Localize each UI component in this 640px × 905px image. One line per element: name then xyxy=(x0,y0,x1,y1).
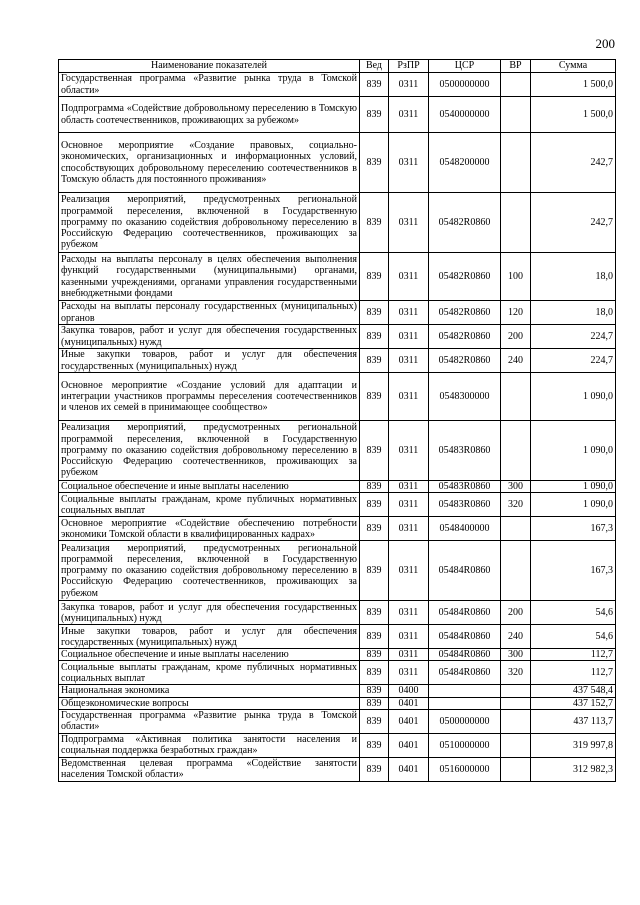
row-rzpr: 0311 xyxy=(389,517,429,541)
row-vr xyxy=(501,757,531,781)
row-vr: 200 xyxy=(501,325,531,349)
row-vr: 240 xyxy=(501,349,531,373)
table-row xyxy=(59,373,616,421)
row-vr xyxy=(501,709,531,733)
row-sum: 18,0 xyxy=(531,253,616,301)
row-sum: 437 548,4 xyxy=(531,685,616,697)
row-rzpr: 0311 xyxy=(389,349,429,373)
row-name: Национальная экономика xyxy=(59,685,360,697)
row-name: Социальное обеспечение и иные выплаты населению xyxy=(59,649,360,661)
header-rzpr: РзПР xyxy=(389,60,429,73)
row-vr xyxy=(501,733,531,757)
row-sum: 312 982,3 xyxy=(531,757,616,781)
row-vr: 300 xyxy=(501,649,531,661)
table-row xyxy=(59,649,616,661)
row-rzpr: 0311 xyxy=(389,625,429,649)
header-sum: Сумма xyxy=(531,60,616,73)
row-ved: 839 xyxy=(360,601,389,625)
row-sum: 112,7 xyxy=(531,649,616,661)
row-vr: 320 xyxy=(501,493,531,517)
table-header-row xyxy=(59,60,616,73)
row-csr: 0500000000 xyxy=(429,709,501,733)
table-row xyxy=(59,97,616,133)
row-name: Социальные выплаты гражданам, кроме публичных нормативных социальных выплат xyxy=(59,493,360,517)
row-csr: 05483R0860 xyxy=(429,493,501,517)
row-rzpr: 0311 xyxy=(389,421,429,481)
table-row xyxy=(59,325,616,349)
table-row xyxy=(59,661,616,685)
table-row xyxy=(59,253,616,301)
row-vr: 320 xyxy=(501,661,531,685)
row-vr xyxy=(501,421,531,481)
row-csr: 0548400000 xyxy=(429,517,501,541)
header-ved: Вед xyxy=(360,60,389,73)
table-row xyxy=(59,685,616,697)
row-sum: 437 113,7 xyxy=(531,709,616,733)
row-csr: 05482R0860 xyxy=(429,253,501,301)
row-vr xyxy=(501,685,531,697)
row-sum: 1 500,0 xyxy=(531,97,616,133)
row-sum: 1 500,0 xyxy=(531,73,616,97)
row-csr: 0540000000 xyxy=(429,97,501,133)
row-name: Основное мероприятие «Создание правовых, социально-экономических, организационных и информационных условий, способствующих добровольному переселению соотечественников в Томскую область для постоянного проживания» xyxy=(59,133,360,193)
row-csr: 0548300000 xyxy=(429,373,501,421)
table-row xyxy=(59,481,616,493)
row-name: Расходы на выплаты персоналу в целях обеспечения выполнения функций государственными (муниципальными) органами, казенными учреждениями, органами управления государственными внебюджетными фондами xyxy=(59,253,360,301)
row-vr xyxy=(501,97,531,133)
row-sum: 437 152,7 xyxy=(531,697,616,709)
row-csr: 05482R0860 xyxy=(429,325,501,349)
header-csr: ЦСР xyxy=(429,60,501,73)
table-row xyxy=(59,493,616,517)
row-name: Социальное обеспечение и иные выплаты населению xyxy=(59,481,360,493)
row-ved: 839 xyxy=(360,421,389,481)
row-sum: 224,7 xyxy=(531,349,616,373)
row-ved: 839 xyxy=(360,481,389,493)
row-rzpr: 0311 xyxy=(389,481,429,493)
row-ved: 839 xyxy=(360,697,389,709)
row-name: Иные закупки товаров, работ и услуг для обеспечения государственных (муниципальных) нужд xyxy=(59,625,360,649)
row-sum: 242,7 xyxy=(531,193,616,253)
row-sum: 1 090,0 xyxy=(531,421,616,481)
row-ved: 839 xyxy=(360,661,389,685)
row-ved: 839 xyxy=(360,709,389,733)
table-row xyxy=(59,421,616,481)
row-csr: 05483R0860 xyxy=(429,481,501,493)
row-rzpr: 0401 xyxy=(389,733,429,757)
row-ved: 839 xyxy=(360,757,389,781)
table-row xyxy=(59,193,616,253)
row-name: Закупка товаров, работ и услуг для обеспечения государственных (муниципальных) нужд xyxy=(59,601,360,625)
row-sum: 167,3 xyxy=(531,541,616,601)
row-rzpr: 0311 xyxy=(389,493,429,517)
table-row xyxy=(59,301,616,325)
row-csr xyxy=(429,685,501,697)
row-rzpr: 0311 xyxy=(389,373,429,421)
table-row xyxy=(59,697,616,709)
row-ved: 839 xyxy=(360,733,389,757)
row-csr: 05484R0860 xyxy=(429,541,501,601)
row-vr xyxy=(501,133,531,193)
row-rzpr: 0400 xyxy=(389,685,429,697)
row-ved: 839 xyxy=(360,493,389,517)
table-row xyxy=(59,541,616,601)
row-name: Государственная программа «Развитие рынка труда в Томской области» xyxy=(59,709,360,733)
row-rzpr: 0311 xyxy=(389,97,429,133)
row-name: Подпрограмма «Активная политика занятости населения и социальная поддержка безработных граждан» xyxy=(59,733,360,757)
row-csr: 0516000000 xyxy=(429,757,501,781)
table-row xyxy=(59,601,616,625)
row-csr: 0510000000 xyxy=(429,733,501,757)
row-name: Иные закупки товаров, работ и услуг для обеспечения государственных (муниципальных) нужд xyxy=(59,349,360,373)
row-name: Общеэкономические вопросы xyxy=(59,697,360,709)
row-name: Социальные выплаты гражданам, кроме публичных нормативных социальных выплат xyxy=(59,661,360,685)
row-ved: 839 xyxy=(360,73,389,97)
row-sum: 18,0 xyxy=(531,301,616,325)
row-vr: 200 xyxy=(501,601,531,625)
header-name: Наименование показателей xyxy=(59,60,360,73)
page-number: 200 xyxy=(595,36,615,51)
row-ved: 839 xyxy=(360,373,389,421)
row-name: Основное мероприятие «Содействие обеспечению потребности экономики Томской области в квалифицированных кадрах» xyxy=(59,517,360,541)
budget-table xyxy=(58,59,616,782)
table-row xyxy=(59,709,616,733)
row-name: Реализация мероприятий, предусмотренных региональной программой переселения, включенной в Государственную программу по оказанию содействия добровольному переселению в Российскую Федерацию соотечественников, проживающих за рубежом xyxy=(59,541,360,601)
row-name: Расходы на выплаты персоналу государственных (муниципальных) органов xyxy=(59,301,360,325)
row-csr: 05483R0860 xyxy=(429,421,501,481)
row-vr xyxy=(501,373,531,421)
row-rzpr: 0311 xyxy=(389,661,429,685)
row-ved: 839 xyxy=(360,541,389,601)
row-sum: 242,7 xyxy=(531,133,616,193)
row-sum: 224,7 xyxy=(531,325,616,349)
row-name: Основное мероприятие «Создание условий для адаптации и интеграции участников программы переселения соотечественников и членов их семей в принимающее сообщество» xyxy=(59,373,360,421)
row-ved: 839 xyxy=(360,97,389,133)
row-csr: 0500000000 xyxy=(429,73,501,97)
row-csr xyxy=(429,697,501,709)
row-sum: 1 090,0 xyxy=(531,493,616,517)
table-row xyxy=(59,625,616,649)
row-sum: 319 997,8 xyxy=(531,733,616,757)
row-rzpr: 0311 xyxy=(389,325,429,349)
row-rzpr: 0311 xyxy=(389,253,429,301)
row-name: Закупка товаров, работ и услуг для обеспечения государственных (муниципальных) нужд xyxy=(59,325,360,349)
row-name: Подпрограмма «Содействие добровольному переселению в Томскую область соотечественников, проживающих за рубежом» xyxy=(59,97,360,133)
row-vr xyxy=(501,697,531,709)
row-name: Реализация мероприятий, предусмотренных региональной программой переселения, включенной в Государственную программу по оказанию содействия добровольному переселению в Российскую Федерацию соотечественников, проживающих за рубежом xyxy=(59,193,360,253)
row-vr: 120 xyxy=(501,301,531,325)
row-ved: 839 xyxy=(360,649,389,661)
row-csr: 05482R0860 xyxy=(429,301,501,325)
table-row xyxy=(59,517,616,541)
row-rzpr: 0401 xyxy=(389,697,429,709)
row-vr xyxy=(501,193,531,253)
row-rzpr: 0311 xyxy=(389,301,429,325)
row-ved: 839 xyxy=(360,133,389,193)
row-rzpr: 0401 xyxy=(389,757,429,781)
row-csr: 05482R0860 xyxy=(429,193,501,253)
row-rzpr: 0311 xyxy=(389,193,429,253)
row-csr: 05484R0860 xyxy=(429,649,501,661)
row-sum: 167,3 xyxy=(531,517,616,541)
row-rzpr: 0311 xyxy=(389,133,429,193)
row-vr: 240 xyxy=(501,625,531,649)
row-sum: 54,6 xyxy=(531,625,616,649)
row-ved: 839 xyxy=(360,253,389,301)
row-ved: 839 xyxy=(360,325,389,349)
row-ved: 839 xyxy=(360,685,389,697)
row-vr xyxy=(501,517,531,541)
row-csr: 05484R0860 xyxy=(429,625,501,649)
row-rzpr: 0311 xyxy=(389,649,429,661)
table-row xyxy=(59,757,616,781)
table-row xyxy=(59,733,616,757)
row-csr: 05482R0860 xyxy=(429,349,501,373)
row-vr: 300 xyxy=(501,481,531,493)
header-vr: ВР xyxy=(501,60,531,73)
row-rzpr: 0311 xyxy=(389,601,429,625)
row-vr xyxy=(501,541,531,601)
row-ved: 839 xyxy=(360,193,389,253)
row-ved: 839 xyxy=(360,301,389,325)
row-ved: 839 xyxy=(360,517,389,541)
row-sum: 1 090,0 xyxy=(531,481,616,493)
row-name: Государственная программа «Развитие рынка труда в Томской области» xyxy=(59,73,360,97)
row-name: Ведомственная целевая программа «Содействие занятости населения Томской области» xyxy=(59,757,360,781)
row-csr: 05484R0860 xyxy=(429,661,501,685)
row-sum: 54,6 xyxy=(531,601,616,625)
row-sum: 1 090,0 xyxy=(531,373,616,421)
row-ved: 839 xyxy=(360,349,389,373)
row-vr: 100 xyxy=(501,253,531,301)
row-sum: 112,7 xyxy=(531,661,616,685)
row-rzpr: 0311 xyxy=(389,73,429,97)
table-row xyxy=(59,349,616,373)
row-rzpr: 0311 xyxy=(389,541,429,601)
table-row xyxy=(59,73,616,97)
row-ved: 839 xyxy=(360,625,389,649)
row-name: Реализация мероприятий, предусмотренных региональной программой переселения, включенной в Государственную программу по оказанию содействия добровольному переселению в Российскую Федерацию соотечественников, проживающих за рубежом xyxy=(59,421,360,481)
row-csr: 05484R0860 xyxy=(429,601,501,625)
row-vr xyxy=(501,73,531,97)
row-csr: 0548200000 xyxy=(429,133,501,193)
table-row xyxy=(59,133,616,193)
row-rzpr: 0401 xyxy=(389,709,429,733)
